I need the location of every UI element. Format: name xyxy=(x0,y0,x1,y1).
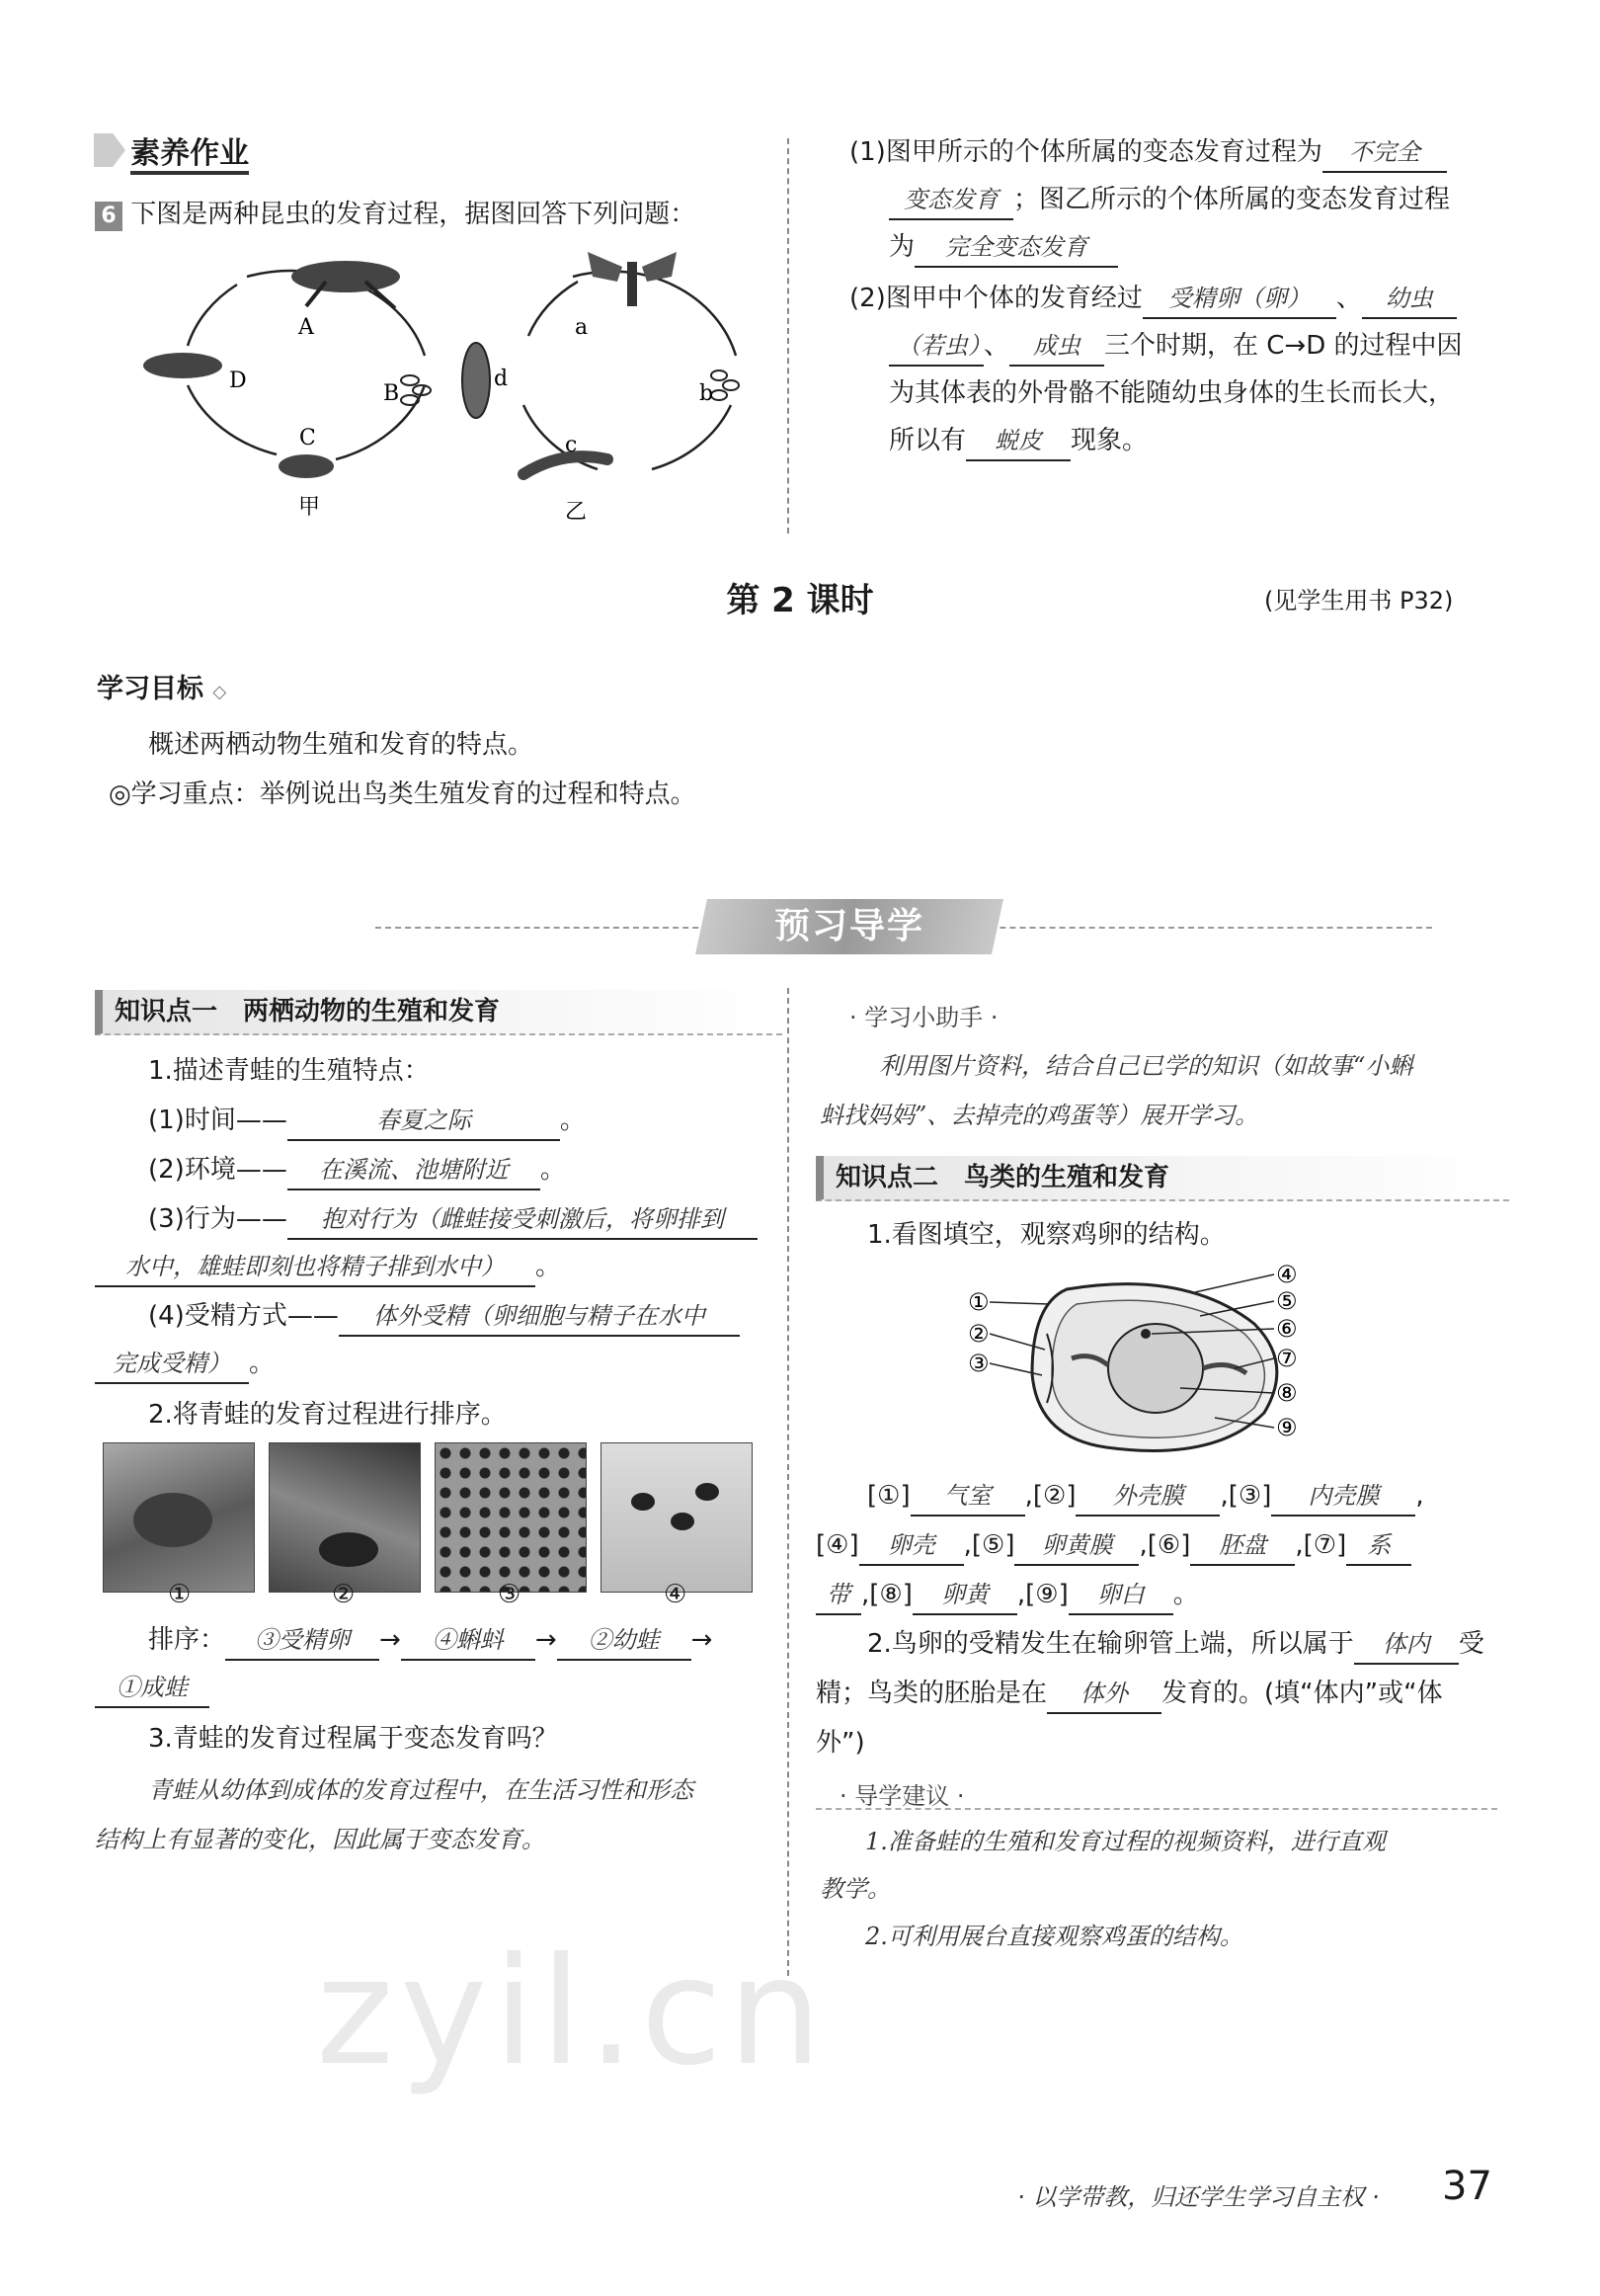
kp1-order-cont xyxy=(95,1664,209,1711)
svg-text:⑥: ⑥ xyxy=(1276,1315,1298,1343)
answer-blank: 成虫 xyxy=(1009,327,1104,367)
label-b: b xyxy=(699,381,714,406)
footer-motto: · 以学带教，归还学生学习自主权 · xyxy=(1017,2183,1380,2211)
svg-text:⑦: ⑦ xyxy=(1276,1345,1298,1372)
lesson-ref: (见学生用书 P32) xyxy=(1264,587,1454,615)
moth-adult-icon xyxy=(588,252,677,306)
goals-label: 学习目标 ◇ xyxy=(97,674,227,704)
column-divider-top xyxy=(787,138,789,533)
svg-text:②: ② xyxy=(968,1320,990,1348)
insect-development-figure xyxy=(128,247,760,533)
answer-blank: 体外受精（卵细胞与精子在水中 xyxy=(339,1297,740,1337)
egg-structure-diagram xyxy=(968,1265,1323,1462)
arrow-icon xyxy=(94,133,125,167)
answer-blank: 受精卵（卵） xyxy=(1143,280,1336,319)
kp1-item3: 3.青蛙的发育过程属于变态发育吗？ xyxy=(148,1724,558,1754)
kp1-item1: 1.描述青蛙的生殖特点： xyxy=(148,1056,430,1086)
kp1-fert-cont: 完成受精） 。 xyxy=(95,1340,275,1387)
nymph-large-icon xyxy=(143,353,222,378)
answer-blank: 完全变态发育 xyxy=(915,228,1118,268)
egg-parts-line-1: [①] 气室 ,[②] 外壳膜 ,[③] 内壳膜 , xyxy=(867,1472,1424,1519)
svg-text:③: ③ xyxy=(968,1350,990,1377)
label-B: B xyxy=(383,381,400,406)
goal-1: 概述两栖动物生殖和发育的特点。 xyxy=(148,730,534,760)
label-C: C xyxy=(299,426,316,451)
egg-cluster-icon xyxy=(401,375,431,405)
egg-yolk xyxy=(1108,1324,1203,1413)
answer-blank: 在溪流、池塘附近 xyxy=(287,1151,540,1190)
svg-text:④: ④ xyxy=(1276,1265,1298,1288)
kp2-item2: 2.鸟卵的受精发生在输卵管上端，所以属于 体内 受 xyxy=(867,1620,1484,1668)
caption-yi: 乙 xyxy=(565,500,588,525)
answer-blank: 不完全 xyxy=(1322,133,1447,173)
kp1-order: 排序： ③受精卵 → ④蝌蚪 → ②幼蛙 → xyxy=(148,1616,712,1664)
label-A: A xyxy=(298,315,314,340)
kp1-heading: 知识点一 两栖动物的生殖和发育 xyxy=(95,990,782,1035)
label-d: d xyxy=(494,367,509,391)
helper-title: · 学习小助手 · xyxy=(849,1004,999,1031)
question-6: 6 下图是两种昆虫的发育过程，据图回答下列问题： xyxy=(95,191,695,238)
column-divider-bottom xyxy=(787,988,789,1976)
label-c: c xyxy=(565,433,578,457)
label-D: D xyxy=(229,369,247,393)
kp1-item2: 2.将青蛙的发育过程进行排序。 xyxy=(148,1400,507,1430)
pupa-icon xyxy=(462,343,490,418)
svg-text:①: ① xyxy=(968,1288,990,1316)
tadpole-icon xyxy=(695,1483,719,1501)
question-number: 6 xyxy=(95,202,122,231)
kp1-time: (1)时间—— 春夏之际 。 xyxy=(148,1097,586,1144)
kp1-fert: (4)受精方式—— 体外受精（卵细胞与精子在水中 xyxy=(148,1292,740,1340)
goal-2: ◎学习重点：举例说出鸟类生殖发育的过程和特点。 xyxy=(109,779,696,809)
answers-block: (1)图甲所示的个体所属的变态发育过程为 不完全 变态发育 ；图乙所示的个体所属的变态发育过程 为 完全变态发育 (2)图甲中个体的发育经过 受精卵（卵） 、 幼虫 （若虫）、 成虫 三个时期，在 C→D 的过程中因 为其体表的外骨骼不能随幼虫身体的生长而长大， 所以有 蜕皮 现象。 xyxy=(849,128,1491,464)
tadpole-icon xyxy=(671,1513,694,1530)
helper-text-cont: 蚪找妈妈”、去掉壳的鸡蛋等）展开学习。 xyxy=(820,1102,1259,1129)
answer-blank: 抱对行为（雌蛙接受刺激后，将卵排到 xyxy=(287,1200,758,1240)
kp2-item2-cont2: 外”) xyxy=(816,1728,865,1758)
frog-icon xyxy=(133,1493,212,1547)
answer-blank: 幼虫 xyxy=(1362,280,1457,319)
svg-text:⑨: ⑨ xyxy=(1276,1414,1298,1441)
answer-blank: 水中，雄蛙即刻也将精子排到水中） xyxy=(95,1248,535,1287)
preview-banner: 预习导学 xyxy=(695,899,1003,954)
kp1-behavior: (3)行为—— 抱对行为（雌蛙接受刺激后，将卵排到 xyxy=(148,1195,758,1243)
answer-blank: 变态发育 xyxy=(889,181,1013,220)
caption-jia: 甲 xyxy=(298,495,321,520)
moth-eggs-icon xyxy=(711,370,739,400)
answer-blank: 完成受精） xyxy=(95,1345,249,1384)
kp2-item1: 1.看图填空，观察鸡卵的结构。 xyxy=(867,1220,1226,1250)
nymph-small-icon xyxy=(279,454,334,478)
photo-label-1: ① xyxy=(168,1580,192,1609)
guide-title: · 导学建议 · xyxy=(840,1782,965,1810)
answer-blank: （若虫） xyxy=(889,327,984,367)
answer-blank: 春夏之际 xyxy=(287,1102,560,1141)
order-blank: ②幼蛙 xyxy=(557,1621,691,1661)
young-frog-icon xyxy=(319,1532,378,1567)
order-blank: ④蝌蚪 xyxy=(401,1621,535,1661)
kp1-item3-answer-cont: 结构上有显著的变化，因此属于变态发育。 xyxy=(95,1826,545,1853)
photo-label-3: ③ xyxy=(498,1580,521,1609)
diamond-icon: ◇ xyxy=(212,682,227,702)
tadpole-icon xyxy=(631,1493,655,1511)
order-blank: ①成蛙 xyxy=(95,1669,209,1708)
order-blank: ③受精卵 xyxy=(225,1621,379,1661)
answer-blank: 蜕皮 xyxy=(966,422,1071,461)
kp1-item3-answer: 青蛙从幼体到成体的发育过程中，在生活习性和形态 xyxy=(148,1776,693,1804)
egg-parts-line-2: [④] 卵壳 ,[⑤] 卵黄膜 ,[⑥] 胚盘 ,[⑦] 系 xyxy=(816,1521,1411,1569)
lesson-title: 第 2 课时 xyxy=(726,581,874,620)
section-title: 素养作业 xyxy=(94,128,291,176)
svg-text:⑧: ⑧ xyxy=(1276,1379,1298,1407)
kp1-env: (2)环境—— 在溪流、池塘附近 。 xyxy=(148,1146,566,1193)
kp1-behavior-cont: 水中，雄蛙即刻也将精子排到水中） 。 xyxy=(95,1243,561,1290)
kp2-item2-cont: 精；鸟类的胚胎是在 体外 发育的。(填“体内”或“体 xyxy=(816,1670,1443,1717)
kp2-heading: 知识点二 鸟类的生殖和发育 xyxy=(816,1156,1509,1201)
helper-text: 利用图片资料，结合自己已学的知识（如故事“小蝌 xyxy=(879,1052,1413,1080)
watermark: zyil.cn xyxy=(316,1927,829,2098)
label-a: a xyxy=(575,315,589,340)
larva-icon xyxy=(523,456,607,474)
egg-parts-line-3: 带 ,[⑧] 卵黄 ,[⑨] 卵白 。 xyxy=(816,1571,1199,1618)
germinal-disc xyxy=(1141,1329,1151,1339)
photo-label-4: ④ xyxy=(664,1580,687,1609)
photo-label-2: ② xyxy=(332,1580,356,1609)
guide-box: 1.准备蛙的生殖和发育过程的视频资料，进行直观 教学。 2.可利用展台直接观察鸡蛋的结构。 xyxy=(816,1808,1497,1968)
page-number: 37 xyxy=(1442,2164,1492,2209)
svg-text:⑤: ⑤ xyxy=(1276,1287,1298,1315)
